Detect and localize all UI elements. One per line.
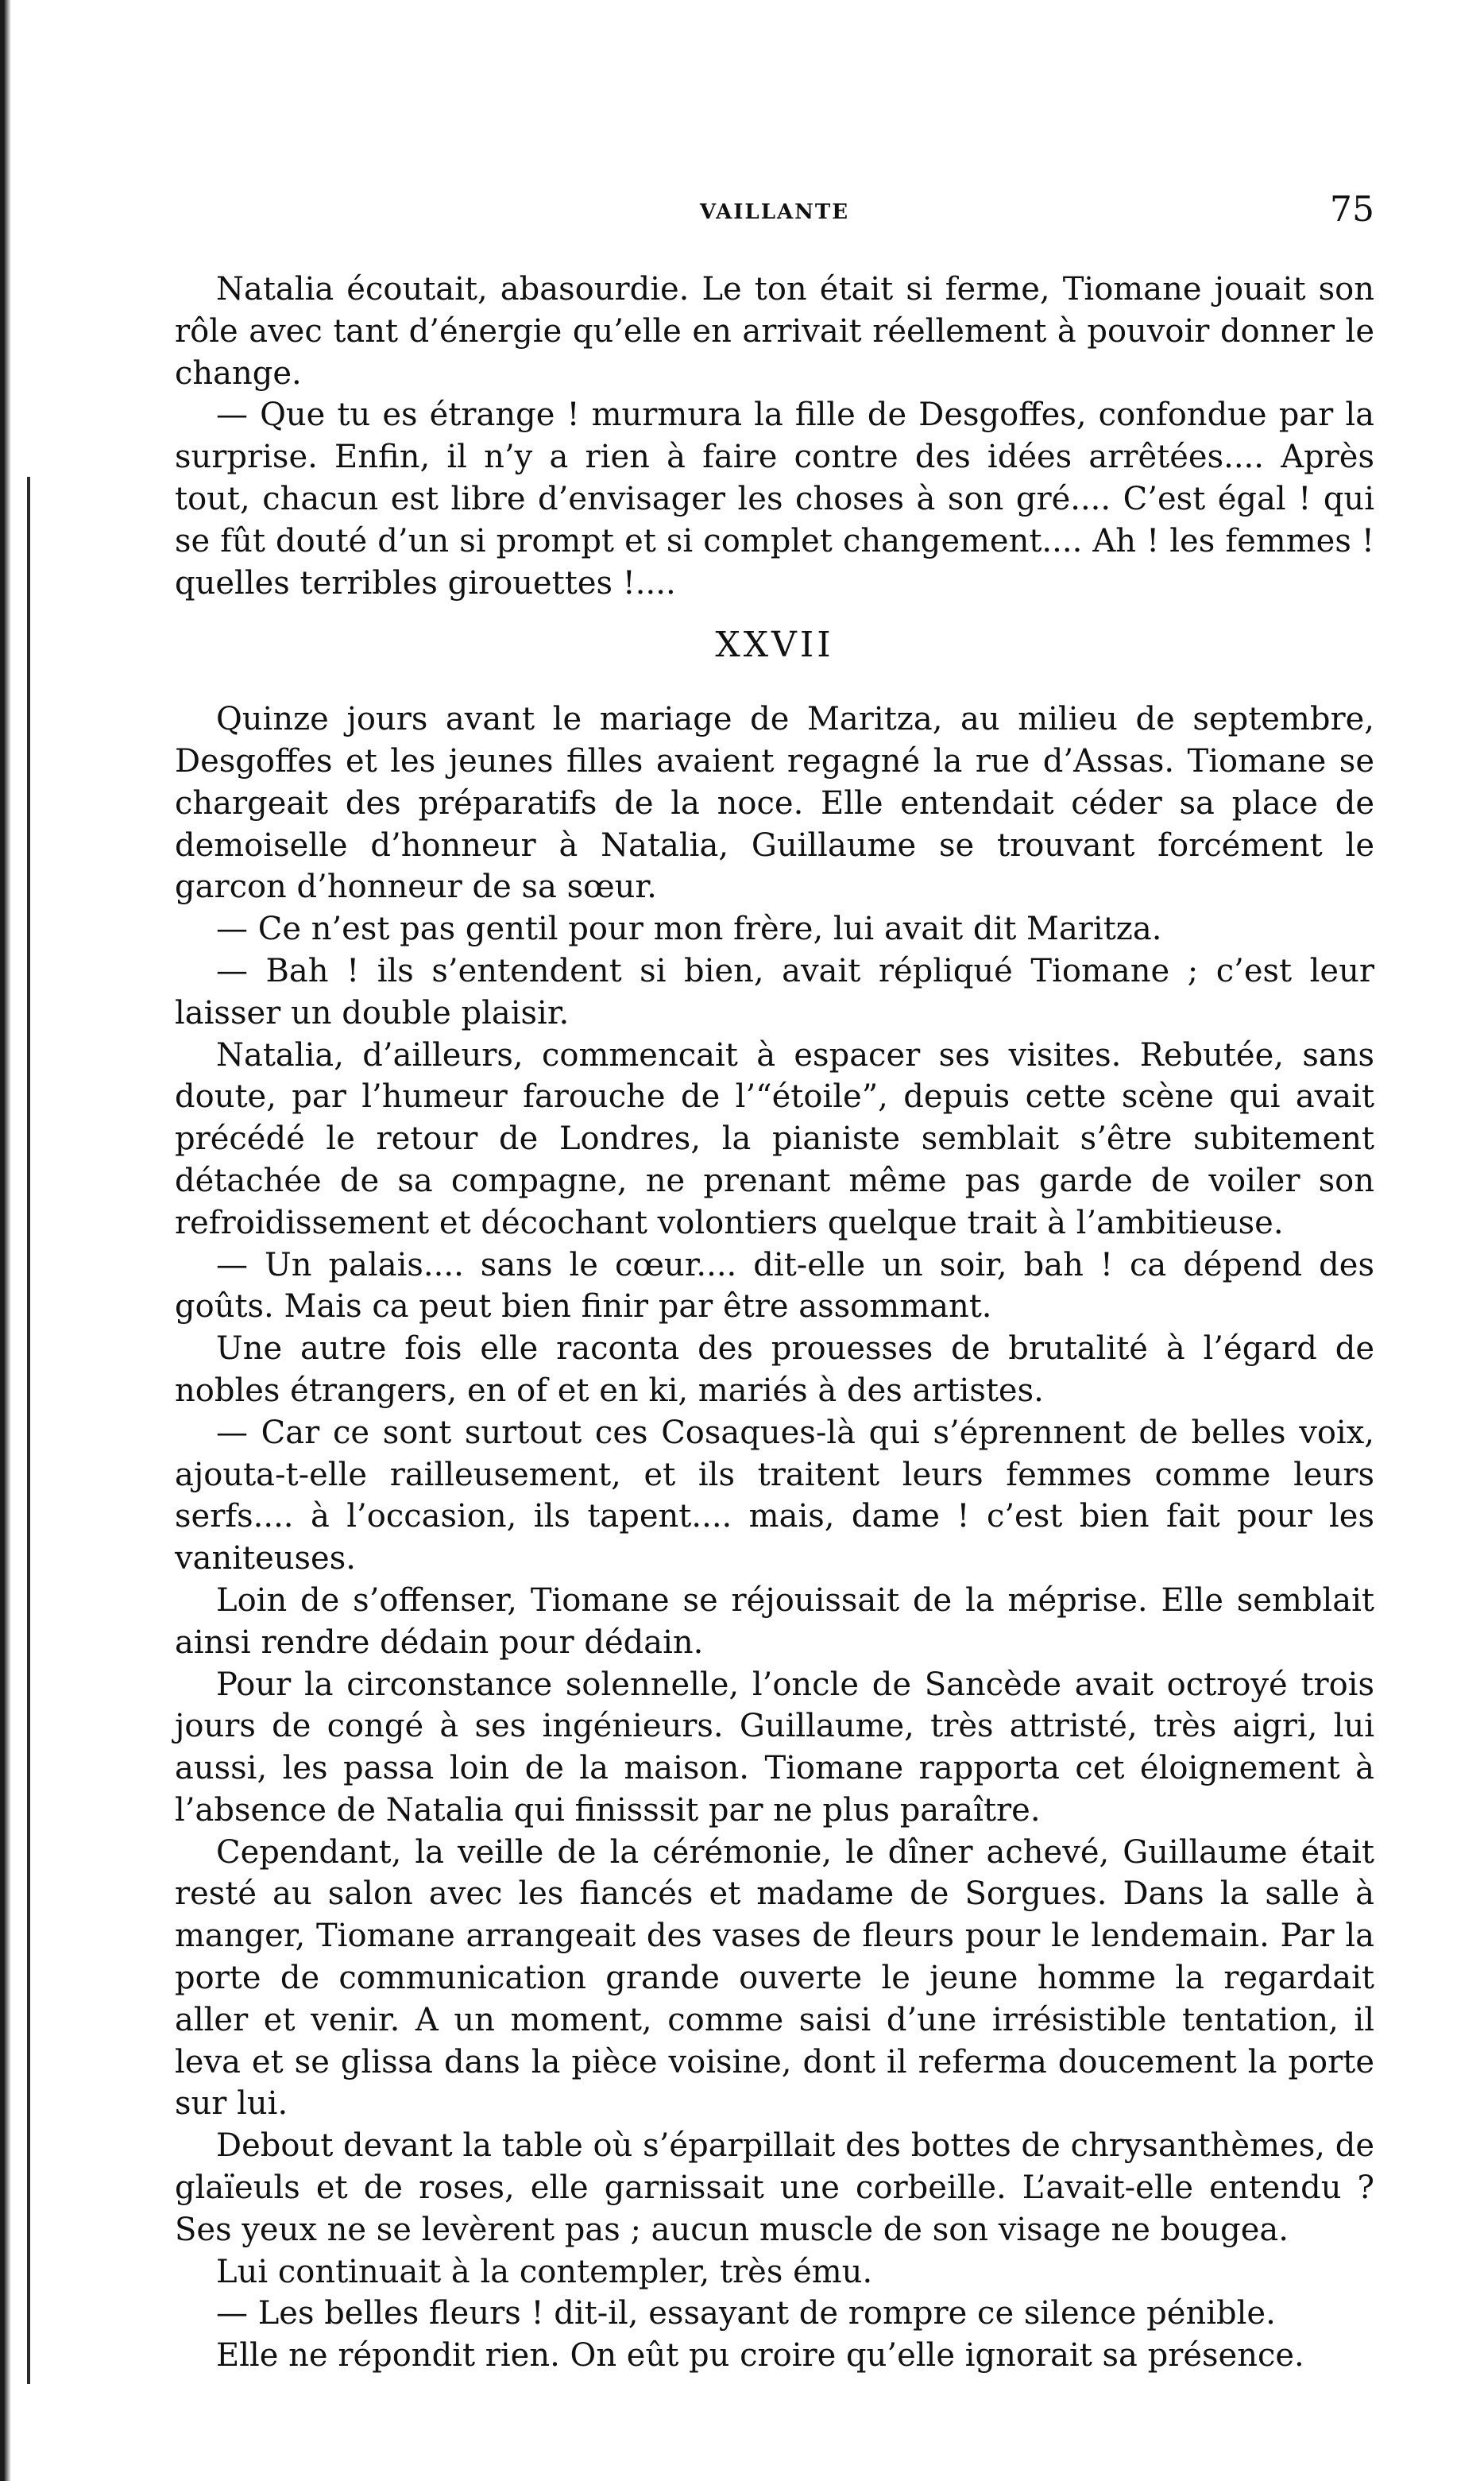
paragraph: Debout devant la table où s’éparpillait des bottes de chrysanthèmes, de glaïeuls et de roses, elle garnissait une corbeille. L’avait-elle entendu ? Ses yeux ne se levèrent pas ; aucun muscle de son visage ne bougea. <box>175 2127 1374 2248</box>
running-header <box>175 189 1374 237</box>
paragraph: — Bah ! ils s’entendent si bien, avait répliqué Tiomane ; c’est leur laisser un double plaisir. <box>175 952 1374 1031</box>
paragraph: Elle ne répondit rien. On eût pu croire qu’elle ignorait sa présence. <box>216 2337 1304 2375</box>
page-binding-shadow <box>27 477 30 2384</box>
chapter-heading: XXVII <box>715 625 834 666</box>
paragraph: Natalia, d’ailleurs, commencait à espacer ses visites. Rebutée, sans doute, par l’humeur farouche de l’“étoile”, depuis cette scène qui avait précédé le retour de Londres, la pianiste semblait s’être subitement détachée de sa compagne, ne prenant même pas garde de voiler son refroidissement et décochant volontiers quelque trait à l’ambitieuse. <box>175 1036 1374 1241</box>
paragraph: Natalia écoutait, abasourdie. Le ton était si ferme, Tiomane jouait son rôle avec tant d’énergie qu’elle en arrivait réellement à pouvoir donner le change. <box>175 271 1374 392</box>
paragraph: — Ce n’est pas gentil pour mon frère, lui avait dit Maritza. <box>216 911 1162 948</box>
page-binding-edge <box>0 0 11 2481</box>
page-number: 75 <box>1330 189 1374 230</box>
running-title: VAILLANTE <box>699 200 850 224</box>
paragraph: Lui continuait à la contempler, très ému. <box>216 2253 873 2290</box>
paragraph: Cependant, la veille de la cérémonie, le dîner achevé, Guillaume était resté au salon avec les fiancés et madame de Sorgues. Dans la salle à manger, Tiomane arrangeait des vases de fleurs pour le lendemain. Par la porte de communication grande ouverte le jeune homme la regardait aller et venir. A un moment, comme saisi d’une irrésistible tentation, il leva et se glissa dans la pièce voisine, dont il referma doucement la porte sur lui. <box>175 1833 1374 2123</box>
paragraph: Loin de s’offenser, Tiomane se réjouissait de la méprise. Elle semblait ainsi rendre dédain pour dédain. <box>175 1581 1374 1661</box>
paragraph: Une autre fois elle raconta des prouesses de brutalité à l’égard de nobles étrangers, en of et en ki, mariés à des artistes. <box>175 1330 1374 1409</box>
paragraph: — Un palais.... sans le cœur.... dit-elle un soir, bah ! ca dépend des goûts. Mais ca peut bien finir par être assommant. <box>175 1246 1374 1326</box>
page-body <box>175 269 1374 2377</box>
paragraph: Pour la circonstance solennelle, l’oncle de Sancède avait octroyé trois jours de congé à ses ingénieurs. Guillaume, très attristé, très aigri, lui aussi, les passa loin de la maison. Tiomane rapporta cet éloignement à l’absence de Natalia qui finisssit par ne plus paraître. <box>175 1666 1374 1829</box>
paragraph: — Les belles fleurs ! dit-il, essayant de rompre ce silence pénible. <box>216 2295 1276 2332</box>
paragraph: — Que tu es étrange ! murmura la fille de Desgoffes, confondue par la surprise. Enfin, il n’y a rien à faire contre des idées arrêtées.... Après tout, chacun est libre d’envisager les choses à son gré.... C’est égal ! qui se fût douté d’un si prompt et si complet changement.... Ah ! les femmes ! quelles terribles girouettes !.... <box>175 397 1374 602</box>
paragraph: Quinze jours avant le mariage de Maritza, au milieu de septembre, Desgoffes et les jeunes filles avaient regagné la rue d’Assas. Tiomane se chargeait des préparatifs de la noce. Elle entendait céder sa place de demoiselle d’honneur à Natalia, Guillaume se trouvant forcément le garcon d’honneur de sa sœur. <box>175 701 1374 906</box>
paragraph: — Car ce sont surtout ces Cosaques-là qui s’éprennent de belles voix, ajouta-t-elle railleusement, et ils traitent leurs femmes comme leurs serfs.... à l’occasion, ils tapent.... mais, dame ! c’est bien fait pour les vaniteuses. <box>175 1414 1374 1577</box>
